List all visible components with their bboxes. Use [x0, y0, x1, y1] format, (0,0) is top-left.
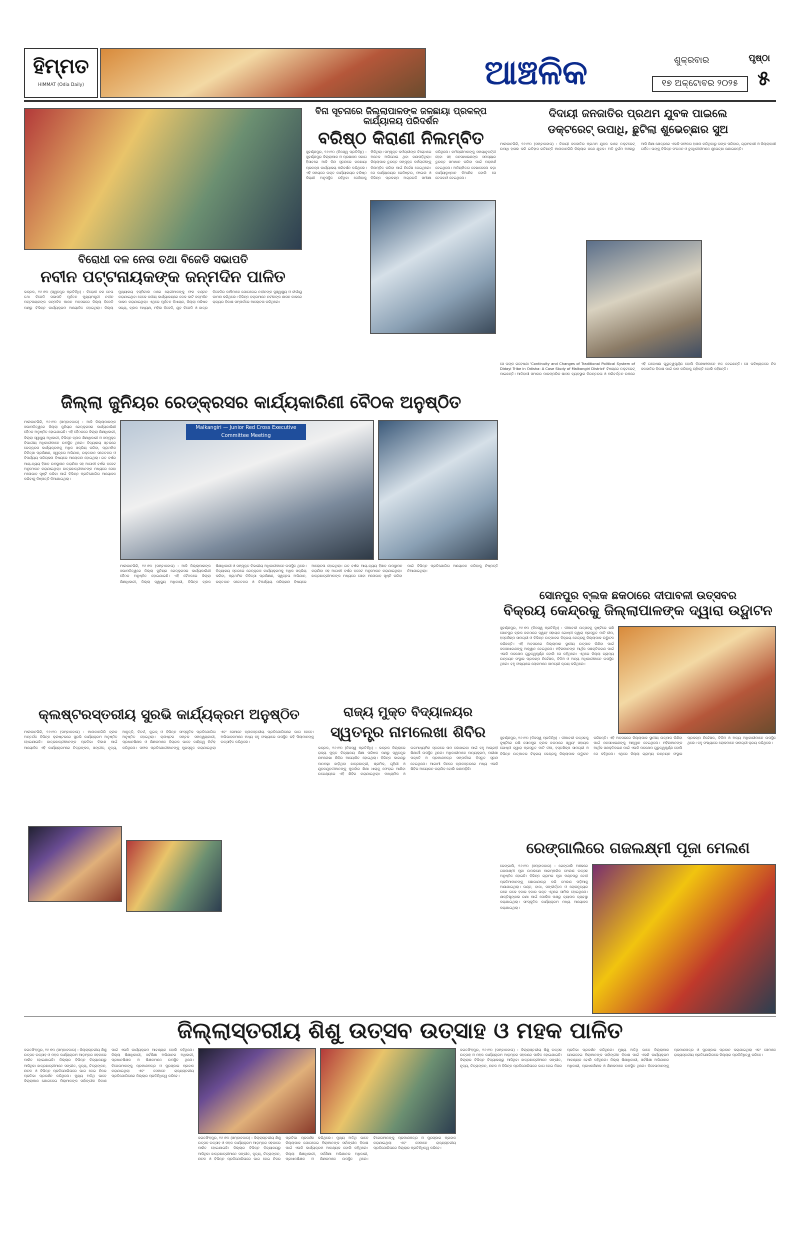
date-box: [648, 54, 776, 96]
gajalaxmi-body: ରେଙ୍ଗାଲି, ୧୬।୧୦ (ସମ୍ବାଦଦାତା) : ରେଙ୍ଗାଲି ଅଞ୍ଚଳରେ ଗଜଲକ୍ଷ୍ମୀ ପୂଜା ଉପଲକ୍ଷେ ପାରମ୍ପରିକ ମେଲଣ ଉତ୍ସବ ଅନୁଷ୍ଠିତ ହୋଇଛି। ବିଭିନ୍ନ ଗ୍ରାମର ପୂଜା ମଣ୍ଡପରୁ ଦେବୀ ପ୍ରତିମାମାନଙ୍କୁ ଶୋଭାଯାତ୍ରା କରି ମେଲଣ ପଡ଼ିଆକୁ ଅଣାଯାଇଥିଲା। ଘଣ୍ଟ, ବାଜା, ସଙ୍କୀର୍ତ୍ତନ ଓ ଲୋକନୃତ୍ୟର ତାଳେ ତାଳେ ହଜାର ହଜାର ଭକ୍ତ ଏଥିରେ ସାମିଲ ହୋଇଥିଲେ। ଶାନ୍ତିଶୃଙ୍ଖଳା ରକ୍ଷା ପାଇଁ ପୋଲିସ ପକ୍ଷରୁ ବ୍ୟାପକ ବ୍ୟବସ୍ଥା କରାଯାଇଥିଲା। ସାଂସ୍କୃତିକ କାର୍ଯ୍ୟକ୍ରମ ମଧ୍ୟ ଆୟୋଜନ କରାଯାଇଥିଲା।: [500, 864, 588, 910]
surabhi-body: ମାଲକାନଗିରି, ୧୬।୧୦ (ସମ୍ବାଦଦାତା) : ମାଲକାନଗିରି ବ୍ଲକ ଅନ୍ତର୍ଗତ ବିଭିନ୍ନ କ୍ଲଷ୍ଟରରେ ସୁରଭି କାର୍ଯ୍ୟକ୍ରମ ଅନୁଷ୍ଠିତ ହୋଇଯାଇଛି। ଛାତ୍ରଛାତ୍ରୀମାନଙ୍କ ପ୍ରତିଭା ବିକାଶ ପାଇଁ ଆୟୋଜିତ ଏହି କାର୍ଯ୍ୟକ୍ରମରେ ଚିତ୍ରାଙ୍କନ, ସଙ୍ଗୀତ, ନୃତ୍ୟ, ଆବୃତ୍ତି, ବିତର୍କ, କୁଇଜ୍ ଓ ବିଭିନ୍ନ ସାଂସ୍କୃତିକ ପ୍ରତିଯୋଗିତା ଅନୁଷ୍ଠିତ ହୋଇଥିଲା। କ୍ଲଷ୍ଟର ସମ୍ବଳ ସମନ୍ୱୟକାରୀ, ପ୍ରଧାନଶିକ୍ଷକ ଓ ଶିକ୍ଷକମାନେ ବିଚାରକ ଭାବେ ଦାୟିତ୍ୱ ନିର୍ବାହ କରିଥିଲେ। ସଫଳ ପ୍ରତିଯୋଗୀମାନଙ୍କୁ ପୁରସ୍କୃତ କରାଯାଇଥିଲା ଏବଂ ସେମାନେ ବ୍ଲକସ୍ତରୀୟ ପ୍ରତିଯୋଗିତାରେ ଭାଗ ନେବେ। ଅଭିଭାବକମାନେ ମଧ୍ୟ ବହୁ ସଂଖ୍ୟାରେ ଉପସ୍ଥିତ ରହି ପିଲାମାନଙ୍କୁ ଉତ୍ସାହିତ କରିଥିଲେ।: [24, 730, 314, 750]
surabhi-photo-1: [28, 826, 122, 902]
redcross-body-continued: ମାଲକାନଗିରି, ୧୬।୧୦ (ସମ୍ବାଦଦାତା) : ଆଜି ଜିଲ୍ଲାପାଳଙ୍କ ସଭାପତିତ୍ୱରେ ଜିଲ୍ଲା ଜୁନିୟର ରେଡ୍‌କ୍ରସର କାର୍ଯ୍ୟକାରିଣୀ ବୈଠକ ଅନୁଷ୍ଠିତ ହୋଇଯାଇଛି। ଏହି ବୈଠକରେ ଜିଲ୍ଲା ଶିକ୍ଷାଧିକାରୀ, ଜିଲ୍ଲା ସ୍ୱାସ୍ଥ୍ୟ ଅଧିକାରୀ, ବିଭିନ୍ନ ବ୍ଲକ ଶିକ୍ଷାଧିକାରୀ ଓ ସମ୍ପୃକ୍ତ ବିଭାଗୀୟ ଅଧିକାରୀମାନେ ଉପସ୍ଥିତ ଥିଲେ। ବିଦ୍ୟାଳୟ ସ୍ତରରେ ରେଡ୍‌କ୍ରସ କାର୍ଯ୍ୟକ୍ରମକୁ ଅଧିକ ସକ୍ରିୟ କରିବା, ପ୍ରାଥମିକ ଚିକିତ୍ସା ପ୍ରଶିକ୍ଷଣ, ସ୍ୱଚ୍ଛତା ଅଭିଯାନ, ରକ୍ତଦାନ ସଚେତନତା ଓ ବିପର୍ଯ୍ୟୟ ପରିଚାଳନା ବିଷୟରେ ଆଲୋଚନା ହୋଇଥିଲା। ଗତ ବର୍ଷର ଆୟ-ବ୍ୟୟ ହିସାବ ଉପସ୍ଥାପନ କରାଯିବା ସହ ଆଗାମୀ ବର୍ଷର ବଜେଟ ଅନୁମୋଦନ କରାଯାଇଥିଲା। ଛାତ୍ରଛାତ୍ରୀମାନଙ୍କ ମଧ୍ୟରେ ସେବା ମନୋଭାବ ସୃଷ୍ଟି କରିବା ପାଇଁ ବିଭିନ୍ନ ପ୍ରତିଯୋଗିତା ଆୟୋଜନ କରିବାକୁ ନିଷ୍ପତ୍ତି ନିଆଯାଇଥିଲା।: [120, 564, 498, 584]
children-festival-body-middle: ଜଗତସିଂହପୁର, ୧୬।୧୦ (ସମ୍ବାଦଦାତା) : ଜିଲ୍ଲାସ୍ତରୀୟ ଶିଶୁ ଉତ୍ସବ ଉତ୍ସାହ ଓ ମହକ କାର୍ଯ୍ୟକ୍ରମ ଆଡ଼ମ୍ବର ସହକାରେ ପାଳିତ ହୋଇଯାଇଛି। ଜିଲ୍ଲାର ବିଭିନ୍ନ ବିଦ୍ୟାଳୟରୁ ଆସିଥିବା ଛାତ୍ରଛାତ୍ରୀମାନେ ସଙ୍ଗୀତ, ନୃତ୍ୟ, ଚିତ୍ରାଙ୍କନ, ନାଟକ ଓ ବିଭିନ୍ନ ପ୍ରତିଯୋଗିତାରେ ଭାଗ ନେଇ ନିଜର ପ୍ରତିଭା ପ୍ରଦର୍ଶନ କରିଥିଲେ। ମୁଖ୍ୟ ଅତିଥି ଭାବେ ଜିଲ୍ଲାପାଳ ଯୋଗଦେଇ ପିଲାମାନଙ୍କ ସର୍ବାଙ୍ଗୀନ ବିକାଶ ପାଇଁ ଏଭଳି କାର୍ଯ୍ୟକ୍ରମ ଆବଶ୍ୟକ ବୋଲି କହିଥିଲେ। ଜିଲ୍ଲା ଶିକ୍ଷାଧିକାରୀ, ସର୍ବଶିକ୍ଷା ଅଭିଯାନର ଅଧିକାରୀ, ପ୍ରଧାନଶିକ୍ଷକ ଓ ଶିକ୍ଷକମାନେ ଉପସ୍ଥିତ ଥିଲେ। ବିଜେତାମାନଙ୍କୁ ପ୍ରମାଣପତ୍ର ଓ ପୁରସ୍କାର ପ୍ରଦାନ କରାଯାଇଥିଲା ଏବଂ ସେମାନେ ରାଜ୍ୟସ୍ତରୀୟ ପ୍ରତିଯୋଗିତାରେ ଜିଲ୍ଲାର ପ୍ରତିନିଧିତ୍ୱ କରିବେ।: [198, 1136, 456, 1161]
sales-headline: ବିକ୍ରୟ କେନ୍ଦ୍ରକୁ ଜିଲ୍ଲାପାଳଙ୍କ ଦ୍ୱାରା ଉଦ୍ଘାଟନ: [503, 603, 773, 619]
open-school-headline: ସ୍ୱତନ୍ତ୍ର ନାମଲେଖା ଶିବିର: [330, 723, 486, 741]
birthday-body: ଭଦ୍ରକ, ୧୬।୧୦ (ସ୍ୱତନ୍ତ୍ର ପ୍ରତିନିଧି) : ବିରୋଧୀ ଦଳ ନେତା ତଥା ବିଜେଡି ସଭାପତି ପୂର୍ବତନ ମୁଖ୍ୟମନ୍ତ୍ରୀ ନବୀନ ପଟ୍ଟନାୟକଙ୍କ ଜନ୍ମଦିନ ପାଳନ ଅବସରରେ ଜିଲ୍ଲା ବିଜେଡି ପକ୍ଷରୁ ବିଭିନ୍ନ କାର୍ଯ୍ୟକ୍ରମ ଆୟୋଜିତ ହୋଇଥିଲା। ଜିଲ୍ଲା ମୁଖ୍ୟାଳୟ ହସ୍ପିଟାଲ ଠାରେ ରୋଗୀମାନଙ୍କୁ ଫଳ ବଣ୍ଟନ କରାଯାଇଥିବା ବେଳେ ଦଳୀୟ କାର୍ଯ୍ୟାଳୟରେ କେକ କାଟି ଜନ୍ମଦିନ ପାଳନ କରାଯାଇଥିଲା। ଏଥିରେ ପୂର୍ବତନ ବିଧାୟକ, ଜିଲ୍ଲା ପରିଷଦ ସଭ୍ୟ, ବ୍ଲକ ଅଧ୍ୟକ୍ଷ, ମହିଳା ବିଜେଡି, ଯୁବ ବିଜେଡି ଓ ଛାତ୍ର ବିଜେଡିର କର୍ମୀମାନେ ଯୋଗଦେଇ ନବୀନଙ୍କ ସୁସ୍ୱାସ୍ଥ୍ୟ ଓ ଦୀର୍ଘାୟୁ କାମନା କରିଥିଲେ। ବିଭିନ୍ନ ବକ୍ତାମାନେ ନବୀନଙ୍କ ଶାସନ କାଳରେ ରାଜ୍ୟର ବିକାଶ ସମ୍ପର୍କରେ ଆଲୋଚନା କରିଥିଲେ।: [24, 290, 302, 310]
logo-text: ହିମ୍ମତ: [33, 54, 89, 78]
children-festival-photo-1: [198, 1048, 316, 1134]
gajalaxmi-photo: [592, 864, 776, 1014]
inspection-kicker: ବିନା ସୂଚନାରେ ଜିଲ୍ଲାପାଳଙ୍କ ଜଳଛାୟା ପ୍ରକଳ୍ପ କାର୍ଯ୍ୟାଳୟ ପରିଦର୍ଶନ: [315, 107, 487, 127]
date-label: ୧୭ ଅକ୍ଟୋବର ୨୦୨୫: [652, 76, 748, 92]
day-label: ଶୁକ୍ରବାର: [674, 56, 710, 66]
sales-body-continued: ସୁବର୍ଣ୍ଣପୁର, ୧୬।୧୦ (ନିଜସ୍ୱ ପ୍ରତିନିଧି) : ଦୀପାବଳୀ ଉତ୍ସବକୁ ଦୃଷ୍ଟିରେ ରଖି ସୋନପୁର ବ୍ଲକ ଛକଠାରେ ସ୍ୱୟଂ ସହାୟକ ଗୋଷ୍ଠୀ ଦ୍ୱାରା ପ୍ରସ୍ତୁତ ମାଟି ଦୀପ, ହସ୍ତଶିଳ୍ପ ସାମଗ୍ରୀ ଓ ବିଭିନ୍ନ ଉତ୍ପାଦର ବିକ୍ରୟ କେନ୍ଦ୍ରକୁ ଜିଲ୍ଲାପାଳ ଉଦ୍ଘାଟନ କରିଛନ୍ତି। ଏହି ଅବସରରେ ଜିଲ୍ଲାପାଳ ସ୍ଥାନୀୟ ଉତ୍ପାଦ କିଣିବା ପାଇଁ ଜନସାଧାରଣଙ୍କୁ ଆହ୍ୱାନ ଦେଇଥିଲେ। ମହିଳାମାନଙ୍କ ଆର୍ଥିକ ସଶକ୍ତିକରଣ ପାଇଁ ଏଭଳି ପଦକ୍ଷେପ ଗୁରୁତ୍ୱପୂର୍ଣ୍ଣ ବୋଲି ସେ କହିଥିଲେ। ଏଥିରେ ଜିଲ୍ଲା ଗ୍ରାମ୍ୟ ଉନ୍ନୟନ ସଂସ୍ଥାର ପ୍ରକଳ୍ପ ନିର୍ଦ୍ଦେଶକ, ବିଡିଓ ଓ ଅନ୍ୟ ଅଧିକାରୀମାନେ ଉପସ୍ଥିତ ଥିଲେ। ବହୁ ସଂଖ୍ୟାରେ ଲୋକମାନେ ସାମଗ୍ରୀ କ୍ରୟ କରିଥିଲେ।: [500, 736, 776, 756]
masthead: [24, 46, 776, 102]
inspection-body: ସୁବର୍ଣ୍ଣପୁର, ୧୬।୧୦ (ନିଜସ୍ୱ ପ୍ରତିନିଧି) : ସୁବର୍ଣ୍ଣପୁର ଜିଲ୍ଲାପାଳ ଓ ପ୍ରଶାସନ ସଜାଗ ହିସାବରେ ଆଜି ବିନା ସୂଚନାରେ ଜଳଛାୟା ପ୍ରକଳ୍ପ କାର୍ଯ୍ୟାଳୟ ପରିଦର୍ଶନ କରିଥିଲେ। ଏହି ସମୟରେ ଉକ୍ତ କାର୍ଯ୍ୟାଳୟର ବରିଷ୍ଠ କିରାଣୀ ଅନୁପସ୍ଥିତ ରହିଥିବା ଦେଖିବାକୁ ମିଳିଥିଲା। ସମ୍ପୃକ୍ତ କର୍ମଚାରୀଙ୍କ ବିରୋଧରେ ଅନେକ ଅଭିଯୋଗ ଥିବା ଜଣାପଡ଼ିଥିଲା। ଜିଲ୍ଲାପାଳ ତୁରନ୍ତ ସମ୍ପୃକ୍ତ କର୍ମଚାରୀଙ୍କୁ ନିଲମ୍ବିତ କରିବା ପାଇଁ ନିର୍ଦ୍ଦେଶ ଦେଇଥିଲେ। ସେ କାର୍ଯ୍ୟାଳୟର ରେଜିଷ୍ଟର, ଫାଇଲ ଓ ବିଭିନ୍ନ ପ୍ରକଳ୍ପ ଅଗ୍ରଗତି ସମୀକ୍ଷା କରିଥିଲେ। କର୍ମଚାରୀମାନଙ୍କୁ ସମୟାନୁବର୍ତ୍ତୀ ହେବା ସହ ଜନସାଧାରଣଙ୍କ ସମସ୍ୟାର ତୁରନ୍ତ ସମାଧାନ କରିବା ପାଇଁ ପରାମର୍ଶ ଦେଇଥିଲେ। ଅନିୟମିତତା ଦେଖାଦେଲେ କଡ଼ା କାର୍ଯ୍ୟାନୁଷ୍ଠାନ ନିଆଯିବ ବୋଲି ସେ ଚେତାବନୀ ଦେଇଥିଲେ।: [306, 150, 496, 181]
doctorate-research-body: ସେ ତାଙ୍କ ଗବେଷଣା 'Continuity and Changes of Traditional Political System of Didayi Tribe in Odisha: A Case Study of Malkangiri District' ବିଷୟରେ ଡକ୍ଟରେଟ୍ ପାଇଛନ୍ତି। ଆଦିବାସୀ ସମାଜର ପାରମ୍ପରିକ ଶାସନ ବ୍ୟବସ୍ଥାର ନିରନ୍ତରତା ଓ ପରିବର୍ତ୍ତନ ଉପରେ ଏହି ଗବେଷଣା ଗୁରୁତ୍ୱପୂର୍ଣ୍ଣ ବୋଲି ବିଶେଷଜ୍ଞମାନେ ମତ ଦେଇଛନ୍ତି। ସେ ଭବିଷ୍ୟତରେ ନିଜ ଜନଜାତିର ବିକାଶ ପାଇଁ କାମ କରିବାକୁ ଚାହାଁନ୍ତି ବୋଲି କହିଛନ୍ତି।: [500, 362, 776, 377]
sales-body: ସୁବର୍ଣ୍ଣପୁର, ୧୬।୧୦ (ନିଜସ୍ୱ ପ୍ରତିନିଧି) : ଦୀପାବଳୀ ଉତ୍ସବକୁ ଦୃଷ୍ଟିରେ ରଖି ସୋନପୁର ବ୍ଲକ ଛକଠାରେ ସ୍ୱୟଂ ସହାୟକ ଗୋଷ୍ଠୀ ଦ୍ୱାରା ପ୍ରସ୍ତୁତ ମାଟି ଦୀପ, ହସ୍ତଶିଳ୍ପ ସାମଗ୍ରୀ ଓ ବିଭିନ୍ନ ଉତ୍ପାଦର ବିକ୍ରୟ କେନ୍ଦ୍ରକୁ ଜିଲ୍ଲାପାଳ ଉଦ୍ଘାଟନ କରିଛନ୍ତି। ଏହି ଅବସରରେ ଜିଲ୍ଲାପାଳ ସ୍ଥାନୀୟ ଉତ୍ପାଦ କିଣିବା ପାଇଁ ଜନସାଧାରଣଙ୍କୁ ଆହ୍ୱାନ ଦେଇଥିଲେ। ମହିଳାମାନଙ୍କ ଆର୍ଥିକ ସଶକ୍ତିକରଣ ପାଇଁ ଏଭଳି ପଦକ୍ଷେପ ଗୁରୁତ୍ୱପୂର୍ଣ୍ଣ ବୋଲି ସେ କହିଥିଲେ। ଏଥିରେ ଜିଲ୍ଲା ଗ୍ରାମ୍ୟ ଉନ୍ନୟନ ସଂସ୍ଥାର ପ୍ରକଳ୍ପ ନିର୍ଦ୍ଦେଶକ, ବିଡିଓ ଓ ଅନ୍ୟ ଅଧିକାରୀମାନେ ଉପସ୍ଥିତ ଥିଲେ। ବହୁ ସଂଖ୍ୟାରେ ଲୋକମାନେ ସାମଗ୍ରୀ କ୍ରୟ କରିଥିଲେ।: [500, 626, 614, 667]
doctorate-portrait: [586, 240, 702, 358]
redcross-photo-2: [378, 420, 498, 560]
open-school-kicker: ରାଜ୍ୟ ମୁକ୍ତ ବିଦ୍ୟାଳୟର: [343, 705, 473, 720]
redcross-photo: [120, 420, 374, 560]
redcross-banner: Malkangiri — Junior Red Cross Executive Committee Meeting: [186, 424, 306, 440]
doctorate-kicker: ଦିଦାୟୀ ଜନଜାତିର ପ୍ରଥମ ଯୁବକ ପାଇଲେ: [548, 107, 728, 120]
children-festival-body-left: ଜଗତସିଂହପୁର, ୧୬।୧୦ (ସମ୍ବାଦଦାତା) : ଜିଲ୍ଲାସ୍ତରୀୟ ଶିଶୁ ଉତ୍ସବ ଉତ୍ସାହ ଓ ମହକ କାର୍ଯ୍ୟକ୍ରମ ଆଡ଼ମ୍ବର ସହକାରେ ପାଳିତ ହୋଇଯାଇଛି। ଜିଲ୍ଲାର ବିଭିନ୍ନ ବିଦ୍ୟାଳୟରୁ ଆସିଥିବା ଛାତ୍ରଛାତ୍ରୀମାନେ ସଙ୍ଗୀତ, ନୃତ୍ୟ, ଚିତ୍ରାଙ୍କନ, ନାଟକ ଓ ବିଭିନ୍ନ ପ୍ରତିଯୋଗିତାରେ ଭାଗ ନେଇ ନିଜର ପ୍ରତିଭା ପ୍ରଦର୍ଶନ କରିଥିଲେ। ମୁଖ୍ୟ ଅତିଥି ଭାବେ ଜିଲ୍ଲାପାଳ ଯୋଗଦେଇ ପିଲାମାନଙ୍କ ସର୍ବାଙ୍ଗୀନ ବିକାଶ ପାଇଁ ଏଭଳି କାର୍ଯ୍ୟକ୍ରମ ଆବଶ୍ୟକ ବୋଲି କହିଥିଲେ। ଜିଲ୍ଲା ଶିକ୍ଷାଧିକାରୀ, ସର୍ବଶିକ୍ଷା ଅଭିଯାନର ଅଧିକାରୀ, ପ୍ରଧାନଶିକ୍ଷକ ଓ ଶିକ୍ଷକମାନେ ଉପସ୍ଥିତ ଥିଲେ। ବିଜେତାମାନଙ୍କୁ ପ୍ରମାଣପତ୍ର ଓ ପୁରସ୍କାର ପ୍ରଦାନ କରାଯାଇଥିଲା ଏବଂ ସେମାନେ ରାଜ୍ୟସ୍ତରୀୟ ପ୍ରତିଯୋଗିତାରେ ଜିଲ୍ଲାର ପ୍ରତିନିଧିତ୍ୱ କରିବେ।: [24, 1048, 194, 1084]
sales-photo: [618, 626, 776, 734]
redcross-headline: ଜିଲ୍ଲା ଜୁନିୟର ରେଡ୍‌କ୍ରସର କାର୍ଯ୍ୟକାରିଣୀ ବୈଠକ ଅନୁଷ୍ଠିତ: [60, 393, 462, 413]
children-festival-body-right: ଜଗତସିଂହପୁର, ୧୬।୧୦ (ସମ୍ବାଦଦାତା) : ଜିଲ୍ଲାସ୍ତରୀୟ ଶିଶୁ ଉତ୍ସବ ଉତ୍ସାହ ଓ ମହକ କାର୍ଯ୍ୟକ୍ରମ ଆଡ଼ମ୍ବର ସହକାରେ ପାଳିତ ହୋଇଯାଇଛି। ଜିଲ୍ଲାର ବିଭିନ୍ନ ବିଦ୍ୟାଳୟରୁ ଆସିଥିବା ଛାତ୍ରଛାତ୍ରୀମାନେ ସଙ୍ଗୀତ, ନୃତ୍ୟ, ଚିତ୍ରାଙ୍କନ, ନାଟକ ଓ ବିଭିନ୍ନ ପ୍ରତିଯୋଗିତାରେ ଭାଗ ନେଇ ନିଜର ପ୍ରତିଭା ପ୍ରଦର୍ଶନ କରିଥିଲେ। ମୁଖ୍ୟ ଅତିଥି ଭାବେ ଜିଲ୍ଲାପାଳ ଯୋଗଦେଇ ପିଲାମାନଙ୍କ ସର୍ବାଙ୍ଗୀନ ବିକାଶ ପାଇଁ ଏଭଳି କାର୍ଯ୍ୟକ୍ରମ ଆବଶ୍ୟକ ବୋଲି କହିଥିଲେ। ଜିଲ୍ଲା ଶିକ୍ଷାଧିକାରୀ, ସର୍ବଶିକ୍ଷା ଅଭିଯାନର ଅଧିକାରୀ, ପ୍ରଧାନଶିକ୍ଷକ ଓ ଶିକ୍ଷକମାନେ ଉପସ୍ଥିତ ଥିଲେ। ବିଜେତାମାନଙ୍କୁ ପ୍ରମାଣପତ୍ର ଓ ପୁରସ୍କାର ପ୍ରଦାନ କରାଯାଇଥିଲା ଏବଂ ସେମାନେ ରାଜ୍ୟସ୍ତରୀୟ ପ୍ରତିଯୋଗିତାରେ ଜିଲ୍ଲାର ପ୍ରତିନିଧିତ୍ୱ କରିବେ।: [460, 1048, 776, 1068]
page-number: ୫: [757, 66, 770, 90]
children-festival-photo-2: [320, 1048, 456, 1134]
redcross-body: ମାଲକାନଗିରି, ୧୬।୧୦ (ସମ୍ବାଦଦାତା) : ଆଜି ଜିଲ୍ଲାପାଳଙ୍କ ସଭାପତିତ୍ୱରେ ଜିଲ୍ଲା ଜୁନିୟର ରେଡ୍‌କ୍ରସର କାର୍ଯ୍ୟକାରିଣୀ ବୈଠକ ଅନୁଷ୍ଠିତ ହୋଇଯାଇଛି। ଏହି ବୈଠକରେ ଜିଲ୍ଲା ଶିକ୍ଷାଧିକାରୀ, ଜିଲ୍ଲା ସ୍ୱାସ୍ଥ୍ୟ ଅଧିକାରୀ, ବିଭିନ୍ନ ବ୍ଲକ ଶିକ୍ଷାଧିକାରୀ ଓ ସମ୍ପୃକ୍ତ ବିଭାଗୀୟ ଅଧିକାରୀମାନେ ଉପସ୍ଥିତ ଥିଲେ। ବିଦ୍ୟାଳୟ ସ୍ତରରେ ରେଡ୍‌କ୍ରସ କାର୍ଯ୍ୟକ୍ରମକୁ ଅଧିକ ସକ୍ରିୟ କରିବା, ପ୍ରାଥମିକ ଚିକିତ୍ସା ପ୍ରଶିକ୍ଷଣ, ସ୍ୱଚ୍ଛତା ଅଭିଯାନ, ରକ୍ତଦାନ ସଚେତନତା ଓ ବିପର୍ଯ୍ୟୟ ପରିଚାଳନା ବିଷୟରେ ଆଲୋଚନା ହୋଇଥିଲା। ଗତ ବର୍ଷର ଆୟ-ବ୍ୟୟ ହିସାବ ଉପସ୍ଥାପନ କରାଯିବା ସହ ଆଗାମୀ ବର୍ଷର ବଜେଟ ଅନୁମୋଦନ କରାଯାଇଥିଲା। ଛାତ୍ରଛାତ୍ରୀମାନଙ୍କ ମଧ୍ୟରେ ସେବା ମନୋଭାବ ସୃଷ୍ଟି କରିବା ପାଇଁ ବିଭିନ୍ନ ପ୍ରତିଯୋଗିତା ଆୟୋଜନ କରିବାକୁ ନିଷ୍ପତ୍ତି ନିଆଯାଇଥିଲା।: [24, 420, 116, 482]
open-school-body: ଭଦ୍ରକ, ୧୬।୧୦ (ନିଜସ୍ୱ ପ୍ରତିନିଧି) : ଭଦ୍ରକ ଜିଲ୍ଲାରେ ରାଜ୍ୟ ମୁକ୍ତ ବିଦ୍ୟାଳୟ ଶିକ୍ଷା ପରିଷଦ ପକ୍ଷରୁ ସ୍ୱତନ୍ତ୍ର ନାମଲେଖା ଶିବିର ଆୟୋଜିତ ହୋଇଥିଲା। ବିଭିନ୍ନ କାରଣରୁ ପାଠପଢ଼ା ଛାଡ଼ିଥିବା ଛାତ୍ରଛାତ୍ରୀ, ଶ୍ରମିକ, ଗୃହିଣୀ ଓ ଯୁବକଯୁବତୀମାନଙ୍କୁ ପୁନର୍ବାର ଶିକ୍ଷା ଧାରାକୁ ଫେରାଇ ଆଣିବା ଉଦ୍ଦେଶ୍ୟରେ ଏହି ଶିବିର କରାଯାଇଥିଲା। ମାଧ୍ୟମିକ ଓ ଉଚ୍ଚମାଧ୍ୟମିକ ସ୍ତରରେ ନାମ ଲେଖାଇବା ପାଇଁ ବହୁ ଆଗ୍ରହୀ ଶିକ୍ଷାର୍ଥୀ ଉପସ୍ଥିତ ଥିଲେ। ଅଧିକାରୀମାନେ ପାଠ୍ୟକ୍ରମ, ପରୀକ୍ଷା ପଦ୍ଧତି ଓ ପ୍ରମାଣପତ୍ର ସମ୍ପର୍କରେ ବିସ୍ତୃତ ସୂଚନା ଦେଇଥିଲେ। ଆଗାମୀ ଦିନରେ ବ୍ଲକସ୍ତରରେ ମଧ୍ୟ ଏଭଳି ଶିବିର ଆୟୋଜନ କରାଯିବ ବୋଲି ଜଣାପଡ଼ିଛି।: [318, 746, 498, 777]
sales-kicker: ସୋନପୁର ବ୍ଲକ ଛକଠାରେ ଦୀପାବଳୀ ଉତ୍ସବର: [539, 589, 737, 602]
surabhi-headline: କ୍ଲଷ୍ଟରସ୍ତରୀୟ ସୁରଭି କାର୍ଯ୍ୟକ୍ରମ ଅନୁଷ୍ଠିତ: [38, 707, 300, 723]
divider: [24, 1016, 776, 1017]
birthday-photo: [24, 108, 302, 250]
doctorate-headline: ଡକ୍ଟରେଟ୍ ଉପାଧି, ଛୁଟିଲା ଶୁଭେଚ୍ଛାର ସୁଅ: [547, 123, 729, 136]
doctorate-body: ମାଲକାନଗିରି, ୧୬।୧୦ (ସମ୍ବାଦଦାତା) : ଦିଦାୟୀ ଜନଜାତିର ପ୍ରଥମ ଯୁବକ ଭାବେ ଡକ୍ଟରେଟ୍ ଉପାଧି ହାସଲ କରି ଇତିହାସ ରଚିଛନ୍ତି ମାଲକାନଗିରି ଜିଲ୍ଲାର ଜଣେ ଯୁବକ। ଅତି ଦୁର୍ଗମ ଅଞ୍ଚଳରୁ ଆସି ଶିକ୍ଷା କ୍ଷେତ୍ରରେ ଏଭଳି ସଫଳତା ହାସଲ କରିଥିବାରୁ ତାଙ୍କ ପରିବାର, ଗ୍ରାମବାସୀ ଓ ଜିଲ୍ଲାବାସୀ ଗର୍ବିତ। ତାଙ୍କୁ ବିଭିନ୍ନ ସଂଗଠନ ଓ ବୁଦ୍ଧିଜୀବୀମାନେ ଶୁଭେଚ୍ଛା ଜଣାଇଛନ୍ତି।: [500, 142, 776, 152]
logo: [24, 48, 98, 98]
gajalaxmi-headline: ରେଙ୍ଗାଲିରେ ଗଜଲକ୍ଷ୍ମୀ ପୂଜା ମେଲଣ: [526, 839, 750, 857]
logo-subtitle: HIMMAT (Odia Daily): [37, 83, 85, 88]
section-title: ଆଞ୍ଚଳିକ: [484, 53, 588, 93]
birthday-kicker: ବିରୋଧୀ ଦଳ ନେତା ତଥା ବିଜେଡି ସଭାପତି: [78, 253, 248, 266]
page-label: ପୃଷ୍ଠା: [748, 54, 770, 64]
children-festival-headline: ଜିଲ୍ଲାସ୍ତରୀୟ ଶିଶୁ ଉତ୍ସବ ଉତ୍ସାହ ଓ ମହକ ପାଳିତ: [177, 1019, 623, 1044]
surabhi-photo-2: [126, 840, 222, 912]
inspection-headline: ବରିଷ୍ଠ କିରାଣୀ ନିଲମ୍ବିତ: [318, 129, 484, 149]
inspection-photo: [370, 200, 496, 334]
birthday-headline: ନବୀନ ପଟ୍ଟନାୟକଙ୍କ ଜନ୍ମଦିନ ପାଳିତ: [40, 267, 286, 286]
masthead-photo-strip: [100, 48, 426, 98]
